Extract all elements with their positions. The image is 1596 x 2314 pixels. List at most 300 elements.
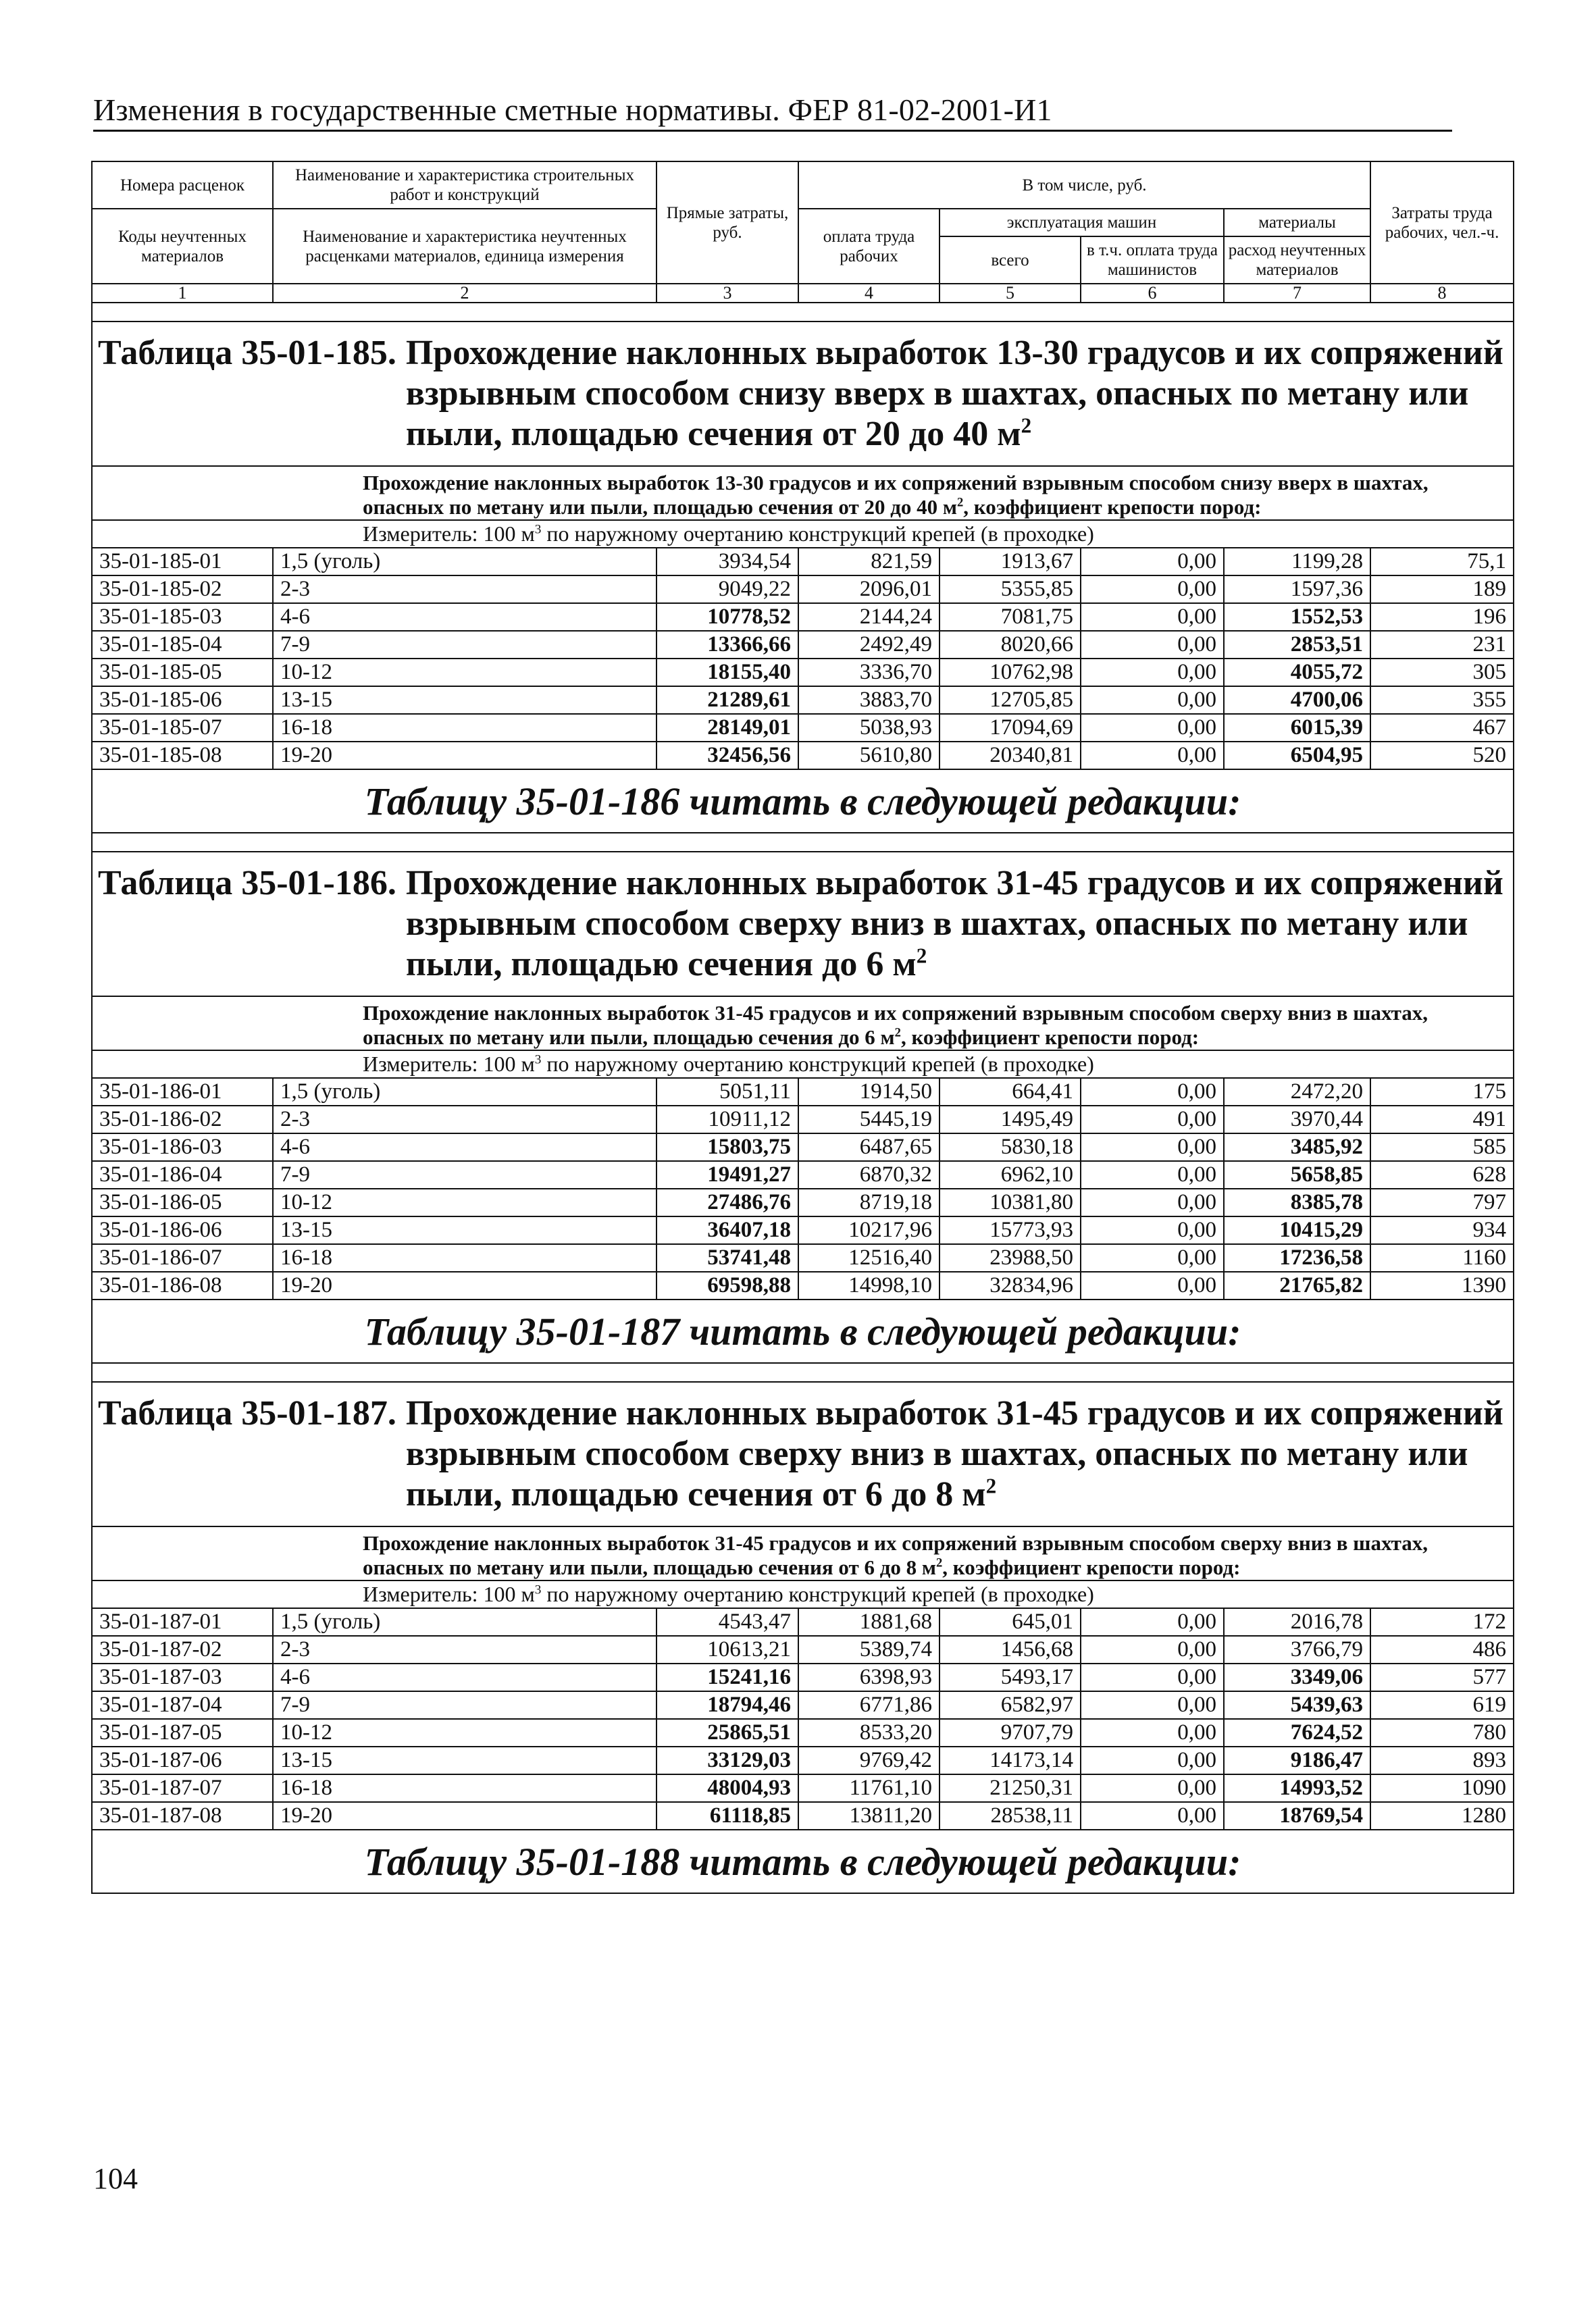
machinists-pay: 0,00 (1081, 1189, 1224, 1216)
direct-costs: 15803,75 (657, 1133, 798, 1161)
machines-total: 32834,96 (939, 1272, 1081, 1300)
table-title-superscript: 2 (916, 944, 927, 968)
direct-costs: 9049,22 (657, 575, 798, 603)
table-description (92, 996, 1514, 1050)
machinists-pay: 0,00 (1081, 603, 1224, 631)
table-description (92, 1526, 1514, 1580)
direct-costs: 69598,88 (657, 1272, 798, 1300)
table-title-row (92, 852, 1514, 996)
materials-cost: 1199,28 (1224, 548, 1370, 575)
table-row (92, 1719, 1514, 1747)
measure-tail: по наружному очертанию конструкций крепей (в проходке) (541, 521, 1094, 546)
labor-pay: 6398,93 (798, 1664, 939, 1691)
labor-pay: 2096,01 (798, 575, 939, 603)
table-title-row (92, 1382, 1514, 1526)
labor-pay: 821,59 (798, 548, 939, 575)
rates-table (91, 161, 1514, 1894)
labor-hours: 189 (1370, 575, 1514, 603)
table-description-row (92, 1526, 1514, 1580)
header-numbers-row (92, 284, 1514, 303)
description-tail: , коэффициент крепости пород: (963, 495, 1262, 519)
machines-total: 23988,50 (939, 1244, 1081, 1272)
labor-hours: 934 (1370, 1216, 1514, 1244)
table-row (92, 548, 1514, 575)
header-material-codes: Коды неучтенных материалов (92, 209, 273, 284)
spacer-row (92, 833, 1514, 852)
machinists-pay: 0,00 (1081, 1106, 1224, 1133)
table-number: Таблица 35-01-185. (98, 334, 396, 372)
spacer-row (92, 1363, 1514, 1382)
materials-cost: 1597,36 (1224, 575, 1370, 603)
header-labor-pay: оплата труда рабочих (798, 209, 939, 284)
table-row (92, 1608, 1514, 1636)
machines-total: 1913,67 (939, 548, 1081, 575)
rate-name: 7-9 (273, 1691, 657, 1719)
machines-total: 10762,98 (939, 659, 1081, 686)
direct-costs: 33129,03 (657, 1747, 798, 1774)
rate-name: 2-3 (273, 575, 657, 603)
rate-code: 35-01-187-04 (92, 1691, 273, 1719)
direct-costs: 10778,52 (657, 603, 798, 631)
measure-main: Измеритель: 100 м (363, 1052, 535, 1076)
table-row (92, 714, 1514, 742)
labor-pay: 3336,70 (798, 659, 939, 686)
materials-cost: 2016,78 (1224, 1608, 1370, 1636)
labor-pay: 1881,68 (798, 1608, 939, 1636)
labor-pay: 8533,20 (798, 1719, 939, 1747)
machines-total: 8020,66 (939, 631, 1081, 659)
measure-row (92, 1050, 1514, 1078)
labor-hours: 355 (1370, 686, 1514, 714)
materials-cost: 3485,92 (1224, 1133, 1370, 1161)
materials-cost: 5658,85 (1224, 1161, 1370, 1189)
direct-costs: 4543,47 (657, 1608, 798, 1636)
header-materials: материалы (1224, 209, 1370, 236)
table-title-main: Прохождение наклонных выработок 31-45 градусов и их сопряжений взрывным способом сверху вниз в шахтах, опасных по метану или пыли, площадью сечения до 6 м (405, 864, 1503, 983)
measure-tail: по наружному очертанию конструкций крепей (в проходке) (541, 1052, 1094, 1076)
machinists-pay: 0,00 (1081, 714, 1224, 742)
rate-name: 4-6 (273, 1133, 657, 1161)
materials-cost: 4055,72 (1224, 659, 1370, 686)
rate-code: 35-01-186-03 (92, 1133, 273, 1161)
table-title-main: Прохождение наклонных выработок 13-30 градусов и их сопряжений взрывным способом снизу вверх в шахтах, опасных по метану или пыли, площадью сечения от 20 до 40 м (405, 334, 1503, 453)
materials-cost: 5439,63 (1224, 1691, 1370, 1719)
labor-pay: 11761,10 (798, 1774, 939, 1802)
rate-code: 35-01-185-01 (92, 548, 273, 575)
spacer-cell (92, 303, 1514, 322)
machinists-pay: 0,00 (1081, 1774, 1224, 1802)
table-row (92, 1636, 1514, 1664)
rate-name: 16-18 (273, 1244, 657, 1272)
table-description (92, 466, 1514, 520)
header-materials-name: Наименование и характеристика неучтенных расценками материалов, единица измерения (273, 209, 657, 284)
labor-hours: 1390 (1370, 1272, 1514, 1300)
labor-hours: 175 (1370, 1078, 1514, 1106)
table-title-cell (92, 322, 1514, 466)
labor-hours: 75,1 (1370, 548, 1514, 575)
direct-costs: 36407,18 (657, 1216, 798, 1244)
table-number: Таблица 35-01-186. (98, 864, 396, 902)
rate-name: 7-9 (273, 1161, 657, 1189)
machinists-pay: 0,00 (1081, 1608, 1224, 1636)
labor-hours: 797 (1370, 1189, 1514, 1216)
header-number: 3 (657, 284, 798, 303)
rate-code: 35-01-187-06 (92, 1747, 273, 1774)
direct-costs: 28149,01 (657, 714, 798, 742)
table-description-row (92, 466, 1514, 520)
machinists-pay: 0,00 (1081, 1133, 1224, 1161)
header-number: 4 (798, 284, 939, 303)
table-number: Таблица 35-01-187. (98, 1394, 396, 1433)
header-row-1 (92, 161, 1514, 209)
table-row (92, 1161, 1514, 1189)
measure-superscript: 3 (534, 1052, 542, 1067)
direct-costs: 5051,11 (657, 1078, 798, 1106)
measure-main: Измеритель: 100 м (363, 1582, 535, 1606)
rate-code: 35-01-186-01 (92, 1078, 273, 1106)
table-row (92, 1272, 1514, 1300)
table-row (92, 1774, 1514, 1802)
measure-main: Измеритель: 100 м (363, 521, 535, 546)
table-description-row (92, 996, 1514, 1050)
spacer-cell (92, 1363, 1514, 1382)
labor-hours: 196 (1370, 603, 1514, 631)
materials-cost: 3349,06 (1224, 1664, 1370, 1691)
labor-hours: 1160 (1370, 1244, 1514, 1272)
rate-code: 35-01-187-05 (92, 1719, 273, 1747)
materials-cost: 2472,20 (1224, 1078, 1370, 1106)
rate-code: 35-01-185-02 (92, 575, 273, 603)
machines-total: 1495,49 (939, 1106, 1081, 1133)
machinists-pay: 0,00 (1081, 1719, 1224, 1747)
direct-costs: 13366,66 (657, 631, 798, 659)
table-row (92, 1216, 1514, 1244)
rate-name: 4-6 (273, 603, 657, 631)
description-main: Прохождение наклонных выработок 13-30 градусов и их сопряжений взрывным способом снизу вверх в шахтах, опасных по метану или пыли, площадью сечения от 20 до 40 м (363, 471, 1428, 519)
machines-total: 645,01 (939, 1608, 1081, 1636)
labor-hours: 780 (1370, 1719, 1514, 1747)
direct-costs: 53741,48 (657, 1244, 798, 1272)
header-materials-unaccounted: расход неучтенных материалов (1224, 236, 1370, 284)
materials-cost: 2853,51 (1224, 631, 1370, 659)
machinists-pay: 0,00 (1081, 1216, 1224, 1244)
rate-code: 35-01-185-06 (92, 686, 273, 714)
rate-code: 35-01-186-04 (92, 1161, 273, 1189)
measure-row (92, 520, 1514, 548)
materials-cost: 6015,39 (1224, 714, 1370, 742)
direct-costs: 48004,93 (657, 1774, 798, 1802)
rate-name: 7-9 (273, 631, 657, 659)
labor-pay: 2144,24 (798, 603, 939, 631)
header-machinists-pay: в т.ч. оплата труда машинистов (1081, 236, 1224, 284)
materials-cost: 10415,29 (1224, 1216, 1370, 1244)
labor-pay: 3883,70 (798, 686, 939, 714)
materials-cost: 6504,95 (1224, 742, 1370, 769)
edition-note: Таблицу 35-01-188 читать в следующей редакции: (92, 1830, 1514, 1893)
rate-name: 10-12 (273, 1719, 657, 1747)
header-number: 1 (92, 284, 273, 303)
labor-pay: 12516,40 (798, 1244, 939, 1272)
table-title-text (396, 333, 1508, 455)
machines-total: 7081,75 (939, 603, 1081, 631)
description-tail: , коэффициент крепости пород: (900, 1025, 1200, 1049)
direct-costs: 32456,56 (657, 742, 798, 769)
direct-costs: 10911,12 (657, 1106, 798, 1133)
measure-unit (92, 1580, 1514, 1608)
table-row (92, 1664, 1514, 1691)
labor-pay: 13811,20 (798, 1802, 939, 1830)
rate-code: 35-01-187-02 (92, 1636, 273, 1664)
rate-name: 4-6 (273, 1664, 657, 1691)
rate-name: 1,5 (уголь) (273, 548, 657, 575)
header-direct-costs: Прямые затраты, руб. (657, 161, 798, 284)
table-row (92, 1133, 1514, 1161)
rate-code: 35-01-186-07 (92, 1244, 273, 1272)
labor-hours: 467 (1370, 714, 1514, 742)
header-row-2 (92, 209, 1514, 236)
rate-name: 1,5 (уголь) (273, 1608, 657, 1636)
rate-code: 35-01-186-08 (92, 1272, 273, 1300)
direct-costs: 15241,16 (657, 1664, 798, 1691)
labor-pay: 2492,49 (798, 631, 939, 659)
machines-total: 14173,14 (939, 1747, 1081, 1774)
labor-hours: 893 (1370, 1747, 1514, 1774)
table-title-text (396, 863, 1508, 985)
rate-code: 35-01-185-04 (92, 631, 273, 659)
labor-pay: 14998,10 (798, 1272, 939, 1300)
running-head: Изменения в государственные сметные нормативы. ФЕР 81-02-2001-И1 (93, 93, 1052, 127)
measure-row (92, 1580, 1514, 1608)
direct-costs: 61118,85 (657, 1802, 798, 1830)
direct-costs: 21289,61 (657, 686, 798, 714)
measure-unit (92, 520, 1514, 548)
table-title-superscript: 2 (1021, 413, 1032, 438)
machinists-pay: 0,00 (1081, 1664, 1224, 1691)
rate-code: 35-01-187-08 (92, 1802, 273, 1830)
machines-total: 5830,18 (939, 1133, 1081, 1161)
measure-superscript: 3 (534, 522, 542, 537)
machines-total: 21250,31 (939, 1774, 1081, 1802)
labor-hours: 619 (1370, 1691, 1514, 1719)
materials-cost: 9186,47 (1224, 1747, 1370, 1774)
machines-total: 6582,97 (939, 1691, 1081, 1719)
description-main: Прохождение наклонных выработок 31-45 градусов и их сопряжений взрывным способом сверху вниз в шахтах, опасных по метану или пыли, площадью сечения до 6 м (363, 1001, 1428, 1049)
table-row (92, 1802, 1514, 1830)
rate-name: 13-15 (273, 686, 657, 714)
header-machines-total: всего (939, 236, 1081, 284)
machinists-pay: 0,00 (1081, 742, 1224, 769)
labor-pay: 1914,50 (798, 1078, 939, 1106)
description-tail: , коэффициент крепости пород: (942, 1555, 1241, 1579)
labor-hours: 577 (1370, 1664, 1514, 1691)
description-superscript: 2 (936, 1555, 943, 1570)
machinists-pay: 0,00 (1081, 1078, 1224, 1106)
direct-costs: 10613,21 (657, 1636, 798, 1664)
labor-pay: 6870,32 (798, 1161, 939, 1189)
rate-name: 10-12 (273, 659, 657, 686)
header-number: 5 (939, 284, 1081, 303)
direct-costs: 27486,76 (657, 1189, 798, 1216)
table-title-row (92, 322, 1514, 466)
labor-hours: 172 (1370, 1608, 1514, 1636)
rate-name: 10-12 (273, 1189, 657, 1216)
machines-total: 664,41 (939, 1078, 1081, 1106)
rate-code: 35-01-187-03 (92, 1664, 273, 1691)
table-row (92, 631, 1514, 659)
table-row (92, 1747, 1514, 1774)
page-number: 104 (93, 2162, 138, 2195)
labor-pay: 5445,19 (798, 1106, 939, 1133)
table-row (92, 686, 1514, 714)
machinists-pay: 0,00 (1081, 1161, 1224, 1189)
header-rate-numbers: Номера расценок (92, 161, 273, 209)
labor-hours: 628 (1370, 1161, 1514, 1189)
header-number: 6 (1081, 284, 1224, 303)
description-superscript: 2 (957, 495, 964, 510)
rate-name: 16-18 (273, 1774, 657, 1802)
spacer-row (92, 303, 1514, 322)
machinists-pay: 0,00 (1081, 1272, 1224, 1300)
header-including: В том числе, руб. (798, 161, 1370, 209)
edition-note-row (92, 769, 1514, 833)
labor-pay: 5389,74 (798, 1636, 939, 1664)
labor-pay: 5610,80 (798, 742, 939, 769)
machinists-pay: 0,00 (1081, 575, 1224, 603)
materials-cost: 3766,79 (1224, 1636, 1370, 1664)
materials-cost: 21765,82 (1224, 1272, 1370, 1300)
table-title-text (396, 1393, 1508, 1515)
table-row (92, 1189, 1514, 1216)
machines-total: 28538,11 (939, 1802, 1081, 1830)
measure-superscript: 3 (534, 1583, 542, 1597)
materials-cost: 17236,58 (1224, 1244, 1370, 1272)
table-row (92, 742, 1514, 769)
rate-code: 35-01-186-05 (92, 1189, 273, 1216)
edition-note-row (92, 1830, 1514, 1893)
table-row (92, 1244, 1514, 1272)
direct-costs: 18155,40 (657, 659, 798, 686)
header-works-name: Наименование и характеристика строительных работ и конструкций (273, 161, 657, 209)
rate-name: 2-3 (273, 1636, 657, 1664)
table-row (92, 1106, 1514, 1133)
machinists-pay: 0,00 (1081, 1747, 1224, 1774)
machines-total: 12705,85 (939, 686, 1081, 714)
machinists-pay: 0,00 (1081, 686, 1224, 714)
machinists-pay: 0,00 (1081, 1802, 1224, 1830)
table-row (92, 603, 1514, 631)
materials-cost: 4700,06 (1224, 686, 1370, 714)
machines-total: 20340,81 (939, 742, 1081, 769)
labor-hours: 231 (1370, 631, 1514, 659)
header-rule (93, 130, 1452, 132)
direct-costs: 3934,54 (657, 548, 798, 575)
labor-pay: 6487,65 (798, 1133, 939, 1161)
header-number: 2 (273, 284, 657, 303)
table-row (92, 1078, 1514, 1106)
labor-hours: 1090 (1370, 1774, 1514, 1802)
labor-hours: 1280 (1370, 1802, 1514, 1830)
edition-note-row (92, 1300, 1514, 1363)
rate-name: 2-3 (273, 1106, 657, 1133)
materials-cost: 7624,52 (1224, 1719, 1370, 1747)
machines-total: 1456,68 (939, 1636, 1081, 1664)
rate-code: 35-01-185-07 (92, 714, 273, 742)
machinists-pay: 0,00 (1081, 1691, 1224, 1719)
rate-code: 35-01-185-05 (92, 659, 273, 686)
rate-code: 35-01-187-01 (92, 1608, 273, 1636)
rate-code: 35-01-186-06 (92, 1216, 273, 1244)
table-title (98, 863, 1508, 985)
materials-cost: 8385,78 (1224, 1189, 1370, 1216)
labor-hours: 305 (1370, 659, 1514, 686)
labor-pay: 10217,96 (798, 1216, 939, 1244)
rate-code: 35-01-186-02 (92, 1106, 273, 1133)
edition-note: Таблицу 35-01-186 читать в следующей редакции: (92, 769, 1514, 833)
rate-name: 1,5 (уголь) (273, 1078, 657, 1106)
labor-hours: 585 (1370, 1133, 1514, 1161)
machines-total: 5355,85 (939, 575, 1081, 603)
materials-cost: 18769,54 (1224, 1802, 1370, 1830)
rate-name: 13-15 (273, 1216, 657, 1244)
description-superscript: 2 (894, 1025, 901, 1040)
rate-name: 19-20 (273, 1272, 657, 1300)
rate-code: 35-01-185-03 (92, 603, 273, 631)
materials-cost: 3970,44 (1224, 1106, 1370, 1133)
labor-pay: 8719,18 (798, 1189, 939, 1216)
machinists-pay: 0,00 (1081, 1244, 1224, 1272)
materials-cost: 1552,53 (1224, 603, 1370, 631)
machinists-pay: 0,00 (1081, 1636, 1224, 1664)
machines-total: 17094,69 (939, 714, 1081, 742)
table-row (92, 1691, 1514, 1719)
machines-total: 15773,93 (939, 1216, 1081, 1244)
rate-name: 19-20 (273, 742, 657, 769)
measure-tail: по наружному очертанию конструкций крепей (в проходке) (541, 1582, 1094, 1606)
rate-name: 13-15 (273, 1747, 657, 1774)
table-title-main: Прохождение наклонных выработок 31-45 градусов и их сопряжений взрывным способом сверху вниз в шахтах, опасных по метану или пыли, площадью сечения от 6 до 8 м (405, 1394, 1503, 1514)
direct-costs: 18794,46 (657, 1691, 798, 1719)
direct-costs: 25865,51 (657, 1719, 798, 1747)
machinists-pay: 0,00 (1081, 659, 1224, 686)
labor-hours: 520 (1370, 742, 1514, 769)
labor-hours: 486 (1370, 1636, 1514, 1664)
table-title (98, 1393, 1508, 1515)
machines-total: 6962,10 (939, 1161, 1081, 1189)
header-machines: эксплуатация машин (939, 209, 1224, 236)
labor-hours: 491 (1370, 1106, 1514, 1133)
machinists-pay: 0,00 (1081, 548, 1224, 575)
machines-total: 9707,79 (939, 1719, 1081, 1747)
machinists-pay: 0,00 (1081, 631, 1224, 659)
header-labor-costs: Затраты труда рабочих, чел.-ч. (1370, 161, 1514, 284)
header-number: 7 (1224, 284, 1370, 303)
direct-costs: 19491,27 (657, 1161, 798, 1189)
spacer-cell (92, 833, 1514, 852)
measure-unit (92, 1050, 1514, 1078)
description-main: Прохождение наклонных выработок 31-45 градусов и их сопряжений взрывным способом сверху вниз в шахтах, опасных по метану или пыли, площадью сечения от 6 до 8 м (363, 1531, 1428, 1579)
rate-name: 16-18 (273, 714, 657, 742)
table-row (92, 575, 1514, 603)
rate-code: 35-01-185-08 (92, 742, 273, 769)
labor-pay: 5038,93 (798, 714, 939, 742)
rate-code: 35-01-187-07 (92, 1774, 273, 1802)
table-title (98, 333, 1508, 455)
labor-pay: 9769,42 (798, 1747, 939, 1774)
machines-total: 5493,17 (939, 1664, 1081, 1691)
materials-cost: 14993,52 (1224, 1774, 1370, 1802)
edition-note: Таблицу 35-01-187 читать в следующей редакции: (92, 1300, 1514, 1363)
table-title-cell (92, 852, 1514, 996)
